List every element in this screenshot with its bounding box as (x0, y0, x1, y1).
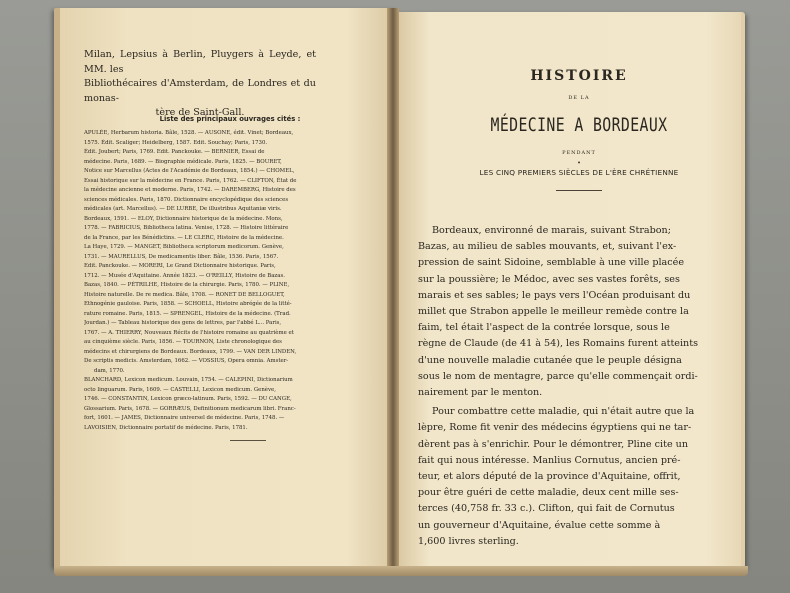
title-rule (556, 190, 602, 191)
bibliography-line: Histoire naturelle. De re medica. Bâle, 1708. — RONET DE BELLOGUET, (84, 291, 285, 298)
intro-line: Milan, Lepsius à Berlin, Pluygers à Leyde, et MM. les (84, 49, 316, 75)
bibliography-line: Ethnogénie gauloise. Paris, 1858. — SCHOELL, Histoire abrégée de la litté- (84, 301, 292, 307)
bibliography-line: Edit. Panckouke. — MORERI, Le Grand Dictionnaire historique. Paris, (84, 263, 276, 269)
body-line: règne de Claude (de 41 à 54), les Romains furent atteints (418, 338, 699, 350)
bibliography-line: médicales (art. Marcellus). — DE LURBE, De illustribus Aquitaniæ viris. (84, 206, 282, 212)
bibliography-line: 1731. — MAURELLUS, De medicamentis liber. Bâle, 1536. Paris, 1567. (84, 253, 279, 260)
bibliography-line: La Haye, 1729. — MANGET, Bibliotheca scriptorum medicorum. Genève, (84, 244, 284, 250)
bibliography-line: octo linguarum. Paris, 1609. — CASTELLI, Lexicon medicum. Genève, (84, 386, 276, 393)
bibliography-line: sciences médicales. Paris, 1870. Dictionnaire encyclopédique des sciences (84, 196, 289, 203)
bibliography-line: 1746. — CONSTANTIN, Lexicon græco-latinum. Paris, 1592. — DU CANGE, (84, 396, 292, 402)
body-line: pour être guéri de cette maladie, deux cent mille ses- (418, 487, 679, 499)
bibliography-line: médecins et chirurgiens de Bordeaux. Bordeaux, 1799. — VAN DER LINDEN, (84, 348, 297, 355)
title-de-la: DE LA (568, 95, 590, 101)
intro-paragraph (84, 48, 316, 121)
bibliography-line: Édit. Joubert; Paris, 1769. Edit. Panckouke. — BERNIER, Essai de (84, 149, 265, 155)
body-line: nairement par le menton. (418, 387, 543, 399)
bibliography-line: fort, 1601. — JAMES, Dictionnaire universel de médecine. Paris, 1748. — (84, 415, 285, 421)
bibliography-line: Notice sur Marcellus (Actes de l'Académie de Bordeaux, 1854.) — CHOMEL, (84, 168, 295, 174)
bibliography-line: De scriptis medicis. Amsterdam, 1662. — VOSSIUS, Opera omnia. Amster- (84, 358, 289, 364)
bibliography-line: la médecine ancienne et moderne. Paris, 1742. — DAREMBERG, Histoire des (84, 187, 296, 193)
book-gutter (387, 8, 399, 570)
body-text (418, 223, 699, 550)
body-line: millet que Strabon appelle le meilleur remède contre la (418, 306, 689, 318)
bibliography-line: de la France, par les Bénédictins. — LE CLERC, Histoire de la médecine. (84, 234, 284, 241)
page-title: MÉDECINE A BORDEAUX (490, 114, 668, 136)
bibliography-line: LAVOISIEN, Dictionnaire portatif de médecine. Paris, 1781. (84, 424, 248, 431)
intro-line: Bibliothécaires d'Amsterdam, de Londres et du monas- (84, 78, 316, 104)
title-pendant: PENDANT (562, 150, 596, 156)
body-line: un gouverneur d'Aquitaine, évalue cette somme à (418, 519, 661, 531)
body-line: faim, tel était l'aspect de la contrée lorsque, sous le (418, 322, 670, 334)
body-line: d'une nouvelle maladie cutanée que le peuple désigna (418, 354, 682, 366)
bibliography-line: Jourdan.) — Tableau historique des gens de lettres, par l'abbé L... Paris, (84, 320, 282, 326)
body-line: dèrent pas à s'enrichir. Pour le démontrer, Pline cite un (418, 438, 689, 450)
bibliography-line: 1712. — Musée d'Aquitaine. Année 1823. — O'REILLY, Histoire de Bazas. (84, 272, 285, 279)
bibliography-line: APULÉE, Herbarum historia. Bâle, 1528. — AUSONE, édit. Vinet; Bordeaux, (84, 130, 294, 136)
bibliography-line: médecine. Paris, 1689. — Biographie médicale. Paris, 1825. — BOURET, (84, 158, 282, 165)
bibliography-line: 1778. — FABRICIUS, Bibliotheca latina. Venise, 1728. — Histoire littéraire (84, 225, 289, 231)
body-line: 1,600 livres sterling. (418, 535, 519, 547)
body-line: lèpre, Rome fit venir des médecins égyptiens qui ne tar- (418, 422, 692, 434)
body-line: teur, et alors député de la province d'Aquitaine, offrit, (418, 471, 681, 483)
body-line: Pour combattre cette maladie, qui n'était autre que la (432, 406, 695, 418)
ornament-dot: • (577, 160, 581, 167)
bibliography-line: 1575. Édit. Scaliger; Heidelberg, 1587. Edit. Souchay; Paris, 1730. (84, 139, 268, 146)
bibliography-line: 1767. — A. THIERRY, Nouveaux Récits de l'histoire romaine au quatrième et (84, 329, 294, 336)
bibliography-line: dam, 1770. (94, 367, 125, 374)
bibliography-line: Bordeaux, 1591. — ELOY, Dictionnaire historique de la médecine. Mons, (84, 215, 283, 222)
body-line: terces (40,758 fr. 33 c.). Clifton, qui fait de Cornutus (418, 503, 675, 515)
bibliography-line: Essai historique sur la médecine en France. Paris, 1762. — CLIFTON, État de (84, 177, 297, 184)
bibliography-line: BLANCHARD, Lexicon medicum. Louvain, 1754. — CALEPINI, Dictionarium (84, 377, 293, 383)
divider-rule (230, 440, 266, 441)
body-line: fait qui nous intéresse. Manlius Cornutus, ancien pré- (418, 454, 681, 466)
bibliography-line: Bazas, 1840. — PÉTRILHE, Histoire de la chirurgie. Paris, 1780. — PLINE, (84, 282, 290, 288)
page-edges (54, 566, 748, 576)
title-histoire: HISTOIRE (530, 68, 628, 84)
bibliography-line: rature romaine. Paris, 1815. — SPRENGEL, Histoire de la médecine. (Trad. (84, 310, 291, 317)
body-line: marais et ses sables; le pays vers l'Océan produisant du (418, 289, 691, 301)
page-subtitle: LES CINQ PREMIERS SIÈCLES DE L'ÈRE CHRÉTIENNE (479, 168, 679, 177)
bibliography-line: Glossarium. Paris, 1678. — GORRÆUS, Definitionum medicarum libri. Franc- (84, 405, 296, 412)
body-line: sous le nom de mentagre, parce qu'elle commençait ordi- (418, 370, 698, 382)
body-line: pression de saint Sidoine, semblable à une ville placée (418, 257, 684, 269)
bibliography-list (84, 129, 334, 433)
bibliography-title: Liste des principaux ouvrages cités : (159, 115, 301, 123)
body-line: Bazas, au milieu de sables mouvants, et, suivant l'ex- (418, 241, 677, 253)
bibliography-line: au cinquième siècle. Paris, 1856. — TOURNON, Liste chronologique des (84, 339, 282, 345)
body-line: Bordeaux, environné de marais, suivant Strabon; (432, 225, 671, 236)
body-line: sur la poussière; le Médoc, avec ses vastes forêts, ses (418, 273, 680, 285)
intro-line: tère de Saint-Gall. (155, 107, 245, 118)
